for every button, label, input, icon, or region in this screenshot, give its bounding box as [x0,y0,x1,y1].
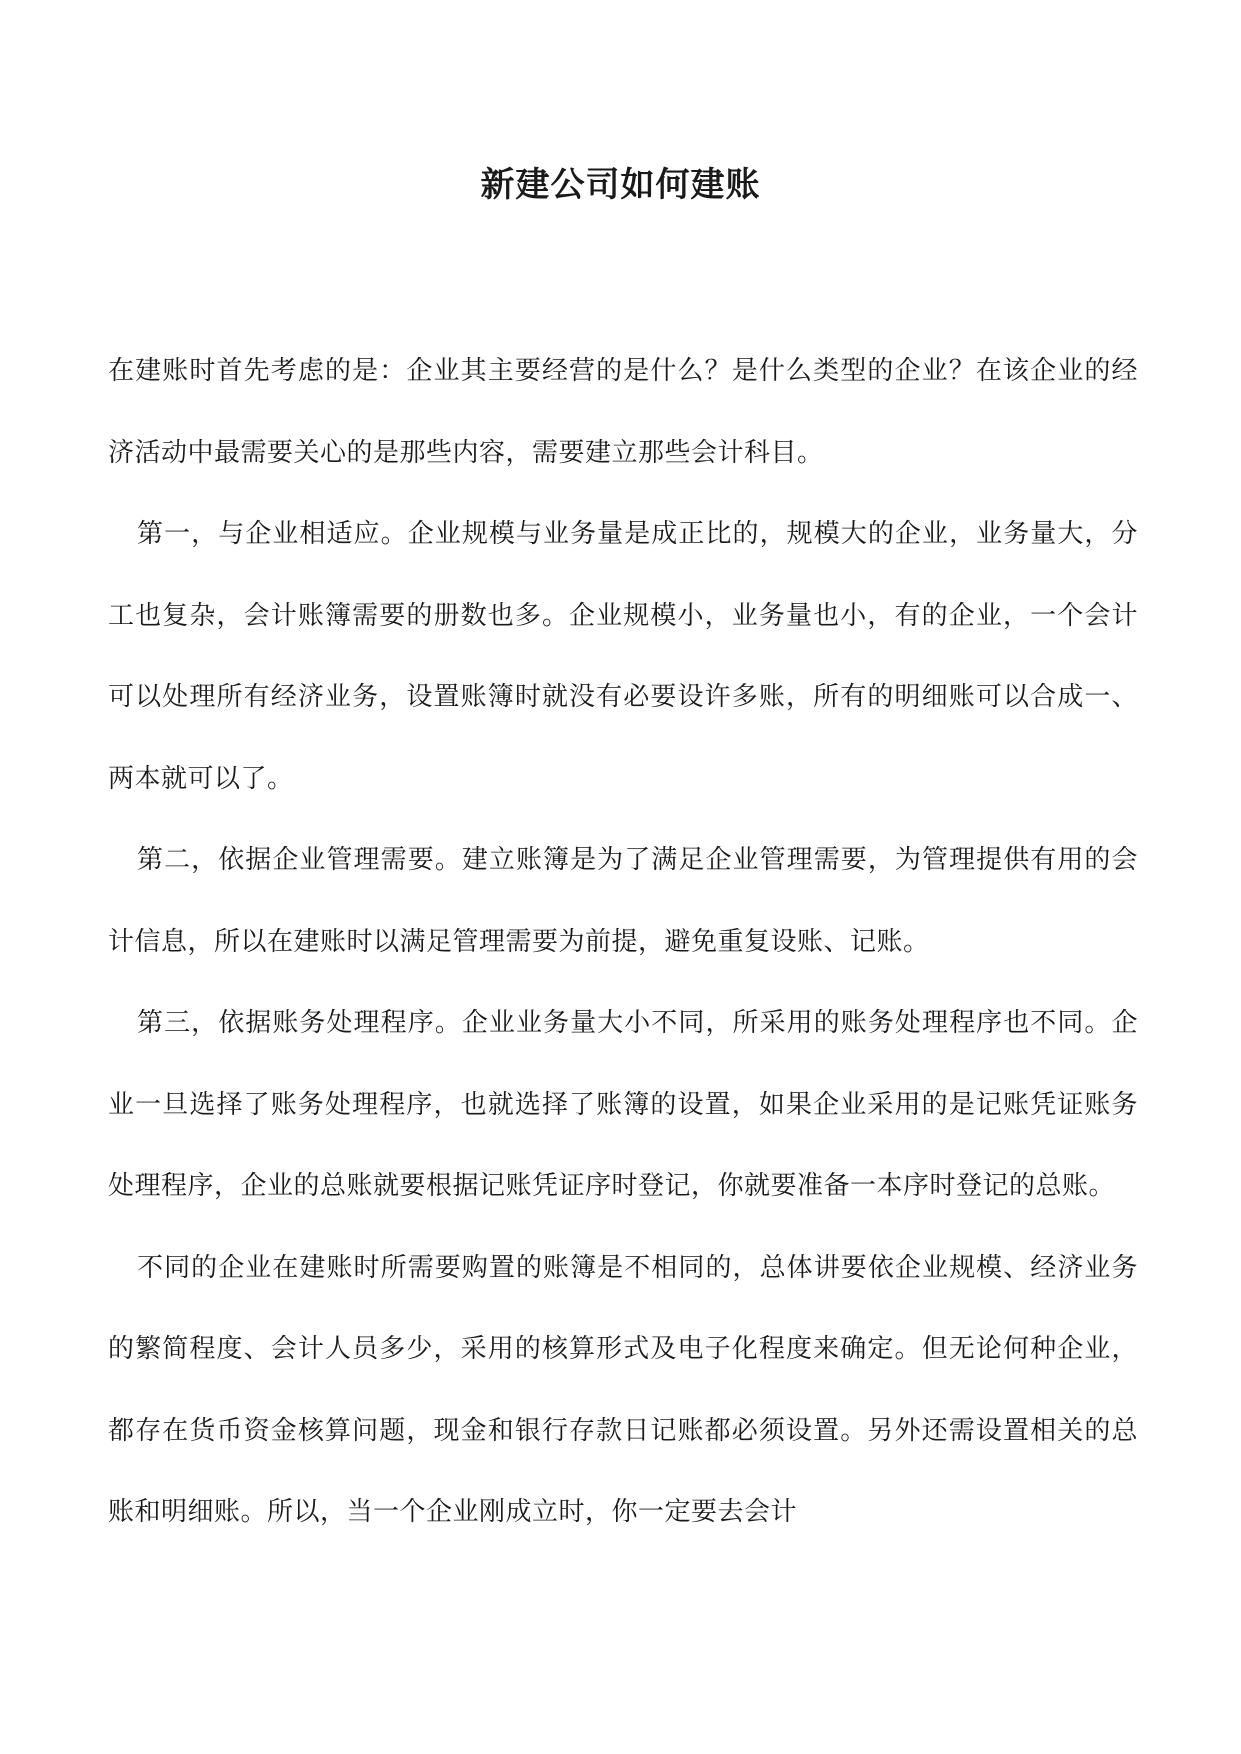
document-title: 新建公司如何建账 [480,165,761,205]
paragraph-third-point: 第三，依据账务处理程序。企业业务量大小不同，所采用的账务处理程序也不同。企业一旦选择了账务处理程序，也就选择了账簿的设置，如果企业采用的是记账凭证账务处理程序，企业的总账就要根据记账凭证序时登记，你就要准备一本序时登记的总账。 [108,1008,1138,1201]
paragraph-second-point: 第二，依据企业管理需要。建立账簿是为了满足企业管理需要，为管理提供有用的会计信息，所以在建账时以满足管理需要为前提，避免重复设账、记账。 [108,845,1138,957]
paragraph-first-point: 第一，与企业相适应。企业规模与业务量是成正比的，规模大的企业，业务量大，分工也复杂，会计账簿需要的册数也多。企业规模小，业务量也小，有的企业，一个会计可以处理所有经济业务，设置账簿时就没有必要设许多账，所有的明细账可以合成一、两本就可以了。 [108,519,1138,794]
document-body [108,331,1138,1554]
paragraph-conclusion: 不同的企业在建账时所需要购置的账簿是不相同的，总体讲要依企业规模、经济业务的繁简程度、会计人员多少，采用的核算形式及电子化程度来确定。但无论何种企业，都存在货币资金核算问题，现金和银行存款日记账都必须设置。另外还需设置相关的总账和明细账。所以，当一个企业刚成立时，你一定要去会计 [108,1252,1138,1527]
paragraph-intro: 在建账时首先考虑的是：企业其主要经营的是什么？是什么类型的企业？在该企业的经济活动中最需要关心的是那些内容，需要建立那些会计科目。 [108,356,1138,468]
